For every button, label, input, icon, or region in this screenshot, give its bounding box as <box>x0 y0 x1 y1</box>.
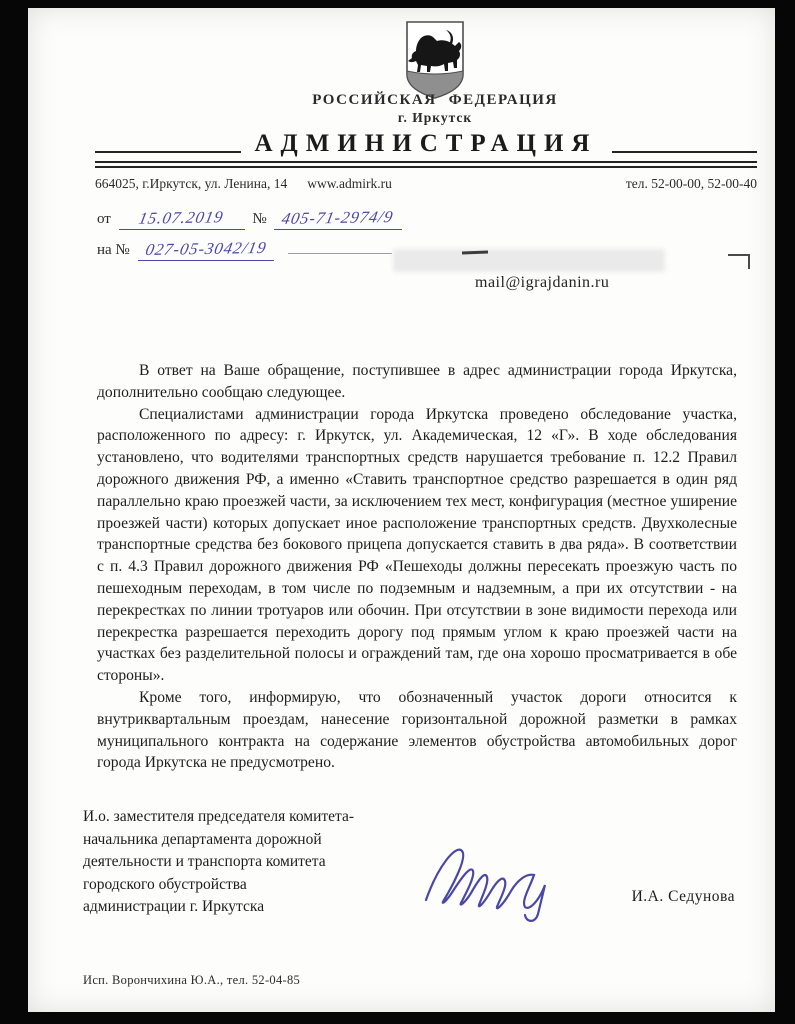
country-name: РОССИЙСКАЯ ФЕДЕРАЦИЯ <box>312 92 558 108</box>
signer-position-line: городского обустройства <box>83 875 247 893</box>
title-rule-right <box>612 151 758 153</box>
ref-reply-label: на № <box>97 242 130 258</box>
handwritten-outgoing-number: 405-71-2974/9 <box>280 207 396 228</box>
contact-address: 664025, г.Иркутск, ул. Ленина, 14 <box>95 176 288 191</box>
handwritten-incoming-number: 027-05-3042/19 <box>143 237 268 260</box>
address-corner-mark <box>728 254 750 269</box>
body-paragraph: Кроме того, информирую, что обозначенный участок дороги относится к внутриквартальным проездам, нанесение горизонтальной дорожной разметки в рамках муниципального контракта на содержание элементов обустройства автомобильных дорог города Иркутска не предусмотрено. <box>97 688 737 772</box>
ref-number-label: № <box>252 211 267 227</box>
redacted-recipient-name <box>393 249 665 272</box>
signer-position <box>83 806 413 919</box>
incoming-ref-line <box>97 239 406 261</box>
outgoing-ref-line <box>97 208 406 230</box>
signer-position-line: начальника департамента дорожной <box>83 830 322 848</box>
double-rule <box>95 161 757 168</box>
administration-title: АДМИНИСТРАЦИЯ <box>254 130 598 157</box>
blank-underline <box>288 253 392 254</box>
signer-position-line: И.о. заместителя председателя комитета- <box>83 808 355 825</box>
letter-page <box>28 8 775 1012</box>
executor-note: Исп. Ворончихина Ю.А., тел. 52-04-85 <box>83 973 301 987</box>
administration-title-row <box>95 130 757 158</box>
letter-body <box>97 360 737 774</box>
signer-position-line: администрации г. Иркутска <box>83 898 265 915</box>
handwritten-date: 15.07.2019 <box>137 207 226 228</box>
title-rule-left <box>95 151 241 153</box>
signature-autograph <box>418 836 583 924</box>
body-paragraph: В ответ на Ваше обращение, поступившее в адрес администрации города Иркутска, дополнительно сообщаю следующее. <box>97 362 737 401</box>
recipient-email: mail@igrajdanin.ru <box>475 274 610 291</box>
contact-phone: тел. 52-00-00, 52-00-40 <box>625 176 757 191</box>
from-date-field <box>119 208 245 230</box>
contact-row <box>95 176 757 192</box>
contact-website: www.admirk.ru <box>307 176 392 191</box>
city-name: г. Иркутск <box>397 110 473 125</box>
signer-name: И.А. Седунова <box>631 888 735 905</box>
body-paragraph: Специалистами администрации города Иркутска проведено обследование участка, расположенного по адресу: г. Иркутск, ул. Академическая, 12 «Г». В ходе обследования установлено, что водителями транспортных средств нарушается требование п. 12.2 Правил дорожного движения РФ, а именно «Ставить транспортное средство разрешается в один ряд параллельно краю проезжей части, за исключением тех мест, конфигурация (местное уширение проезжей части) которых допускает иное расположение транспортных средств. Двухколесные транспортные средства без бокового прицепа допускается ставить в два ряда». В соответствии с п. 4.3 Правил дорожного движения РФ «Пешеходы должны пересекать проезжую часть по пешеходным переходам, в том числе по подземным и надземным, а при их отсутствии - на перекрестках по линии тротуаров или обочин. При отсутствии в зоне видимости перехода или перекрестка разрешается переходить дорогу под прямым углом к краю проезжей части на участках без разделительной полосы и ограждений там, где она хорошо просматривается в обе стороны». <box>97 405 737 685</box>
ref-from-label: от <box>97 211 111 227</box>
signer-position-line: деятельности и транспорта комитета <box>83 853 326 870</box>
incoming-number-field <box>138 239 274 261</box>
irkutsk-coat-of-arms-icon <box>405 20 465 100</box>
outgoing-number-field <box>274 208 401 230</box>
reference-block <box>97 208 406 270</box>
